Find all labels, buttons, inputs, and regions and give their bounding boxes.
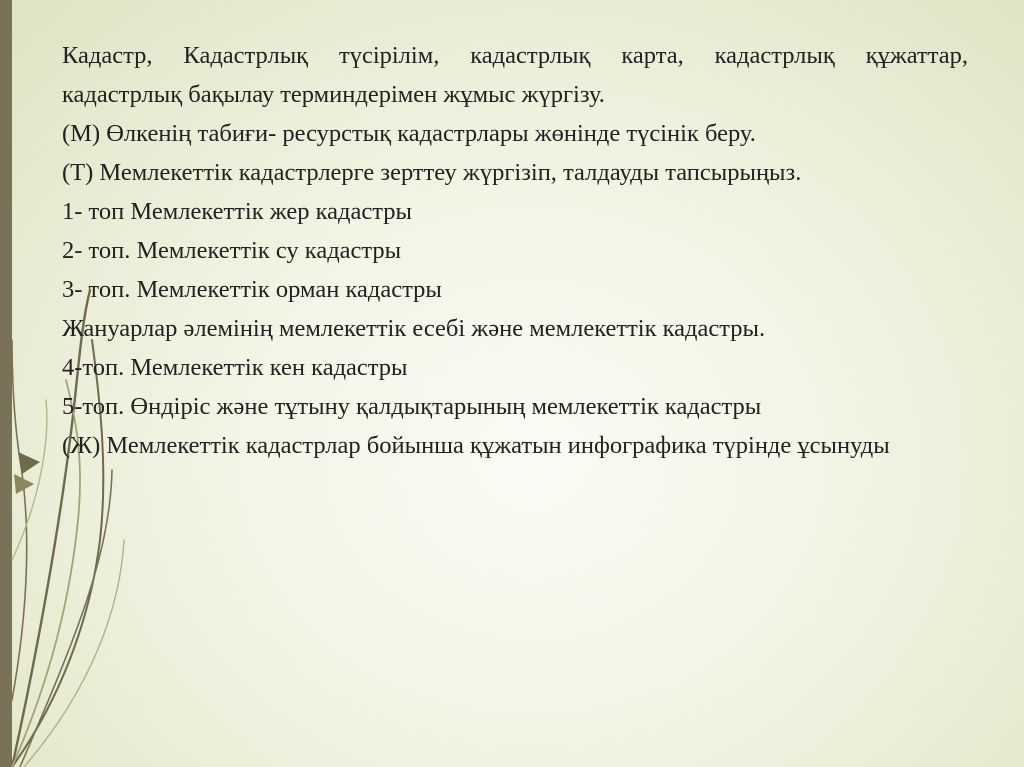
vine-strand (12, 340, 27, 700)
text-line: (Ж) Мемлекеттік кадастрлар бойынша құжатын инфографика түрінде ұсынуды (62, 432, 890, 459)
text-line: 5-топ. Өндіріс және тұтыну қалдықтарының мемлекеттік кадастры (62, 393, 762, 420)
text-line: (М) Өлкенің табиғи- ресурстық кадастрлары жөнінде түсінік беру. (62, 120, 756, 147)
slide-body-text (62, 42, 982, 471)
vine-strand (24, 540, 124, 767)
text-line: кадастрлық бақылау терминдерімен жұмыс жүргізу. (62, 81, 605, 108)
text-line: 4-топ. Мемлекеттік кен кадастры (62, 354, 408, 381)
text-line: (Т) Мемлекеттік кадастрлерге зерттеу жүргізіп, талдауды тапсырыңыз. (62, 159, 802, 186)
text-line: Жануарлар әлемінің мемлекеттік есебі және мемлекеттік кадастры. (62, 315, 766, 342)
text-line: 1- топ Мемлекеттік жер кадастры (62, 198, 412, 225)
text-line: 2- топ. Мемлекеттік су кадастры (62, 237, 402, 264)
text-line: 3- топ. Мемлекеттік орман кадастры (62, 276, 442, 303)
text-line: Кадастр, Кадастрлық түсірілім, кадастрлық карта, кадастрлық құжаттар, (62, 42, 968, 69)
vine-strand (20, 470, 112, 767)
